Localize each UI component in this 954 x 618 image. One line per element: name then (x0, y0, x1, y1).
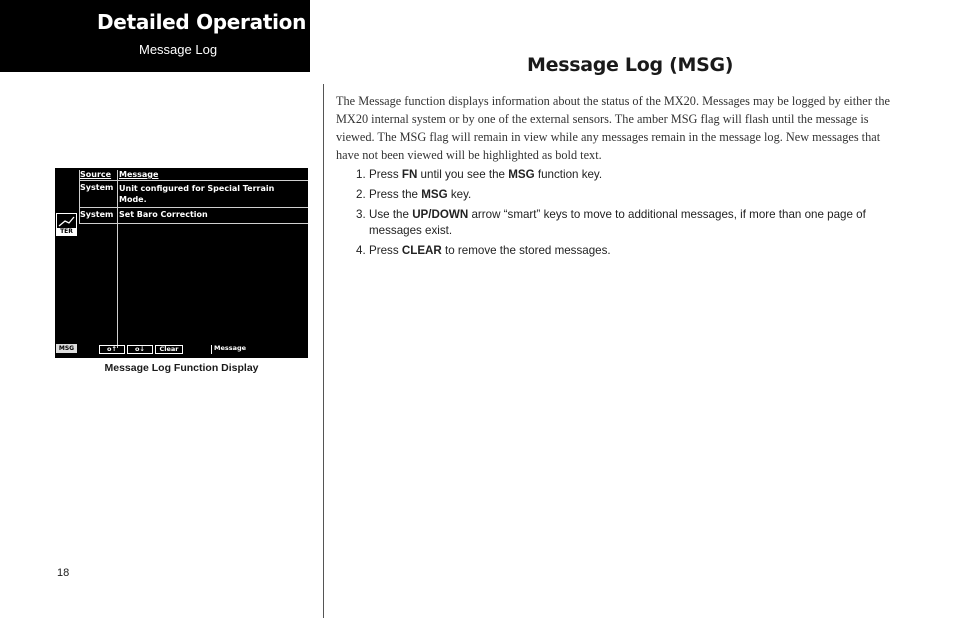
intro-paragraph: The Message function displays information about the status of the MX20. Messages may be logged by either the MX20 internal system or by one of the external sensors. The amber MSG flag will flash until the message is viewed. The MSG flag will remain in view while any messages remain in the message log. New messages that have not been viewed will be highlighted as bold text. (336, 94, 890, 162)
msg-flag: MSG (56, 344, 77, 353)
softkey-message[interactable]: Message (211, 345, 251, 354)
row-divider (79, 207, 308, 208)
terrain-icon (57, 215, 76, 228)
key-name: MSG (421, 188, 448, 201)
key-name: FN (401, 168, 418, 181)
key-name: UP/DOWN (412, 208, 469, 221)
row-message: Unit configured for Special Terrain Mode. (119, 184, 275, 204)
header-box (0, 0, 310, 72)
step-number: 4. (356, 244, 366, 257)
step-text: Press the (369, 188, 422, 201)
step-text: Press (369, 168, 402, 181)
step-4 (356, 243, 886, 259)
softkey-down[interactable] (127, 345, 153, 354)
steps-list (356, 167, 886, 263)
row-source: System (80, 183, 114, 192)
key-name: CLEAR (401, 244, 442, 257)
step-number: 1. (356, 168, 366, 181)
step-text: to remove the stored messages. (441, 244, 611, 257)
column-divider (323, 84, 324, 618)
key-name: MSG (508, 168, 535, 181)
step-1 (356, 167, 886, 183)
chapter-subtitle: Message Log (139, 42, 218, 57)
column-header-source: Source (80, 170, 112, 179)
figure-caption: Message Log Function Display (104, 362, 259, 374)
section-title: Message Log (MSG) (527, 54, 734, 76)
step-text: Use the (369, 208, 413, 221)
step-text: arrow “smart” keys to move to additional messages, if more than one page of messages exist. (369, 208, 866, 237)
step-2 (356, 187, 886, 203)
column-separator (117, 170, 118, 348)
column-header-message: Message (119, 170, 159, 179)
step-number: 2. (356, 188, 366, 201)
step-text: function key. (534, 168, 603, 181)
ter-label: TER (57, 228, 76, 235)
step-text: Press (369, 244, 402, 257)
row-divider (79, 223, 308, 224)
step-text: until you see the (417, 168, 509, 181)
header-underline (79, 180, 308, 181)
step-text: key. (447, 188, 472, 201)
step-number: 3. (356, 208, 366, 221)
terrain-mode-icon (56, 213, 77, 236)
softkey-label: o (107, 345, 112, 353)
arrow-down-icon: ↓ (139, 345, 145, 353)
softkey-up[interactable] (99, 345, 125, 354)
chapter-title: Detailed Operation (97, 10, 307, 34)
softkey-clear[interactable]: Clear (155, 345, 183, 354)
row-message: Set Baro Correction (119, 210, 208, 219)
row-source: System (80, 210, 114, 219)
message-log-screen (55, 168, 308, 358)
softkey-label: o (135, 345, 140, 353)
arrow-up-icon: ↑ (111, 345, 117, 353)
page-number: 18 (57, 567, 70, 579)
step-3 (356, 207, 886, 239)
